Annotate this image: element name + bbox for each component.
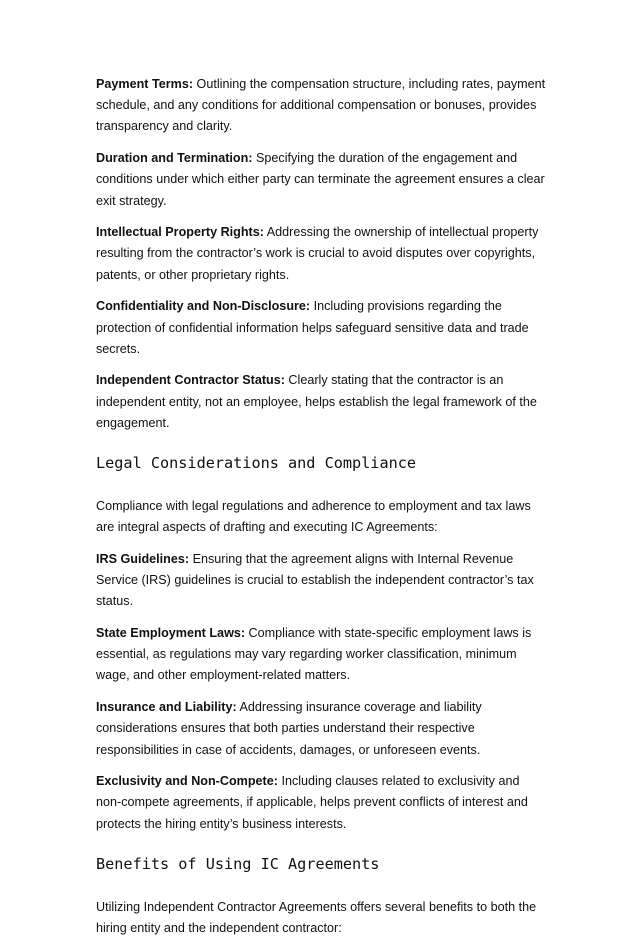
term-label: Payment Terms: xyxy=(96,77,194,91)
paragraph-intellectual-property xyxy=(96,222,546,286)
section1 xyxy=(96,74,546,434)
term-label: Confidentiality and Non-Disclosure: xyxy=(96,299,311,314)
document-page xyxy=(96,74,546,950)
term-text: Outlining the compensation structure, including rates, payment schedule, and any conditions for additional compensation or bonuses, provides transparency and clarity. xyxy=(96,77,546,134)
term-text: Compliance with state-specific employment laws is essential, as regulations may vary regarding worker classification, minimum wage, and other employment-related matters. xyxy=(96,626,532,683)
section3 xyxy=(96,897,546,939)
term-text: Including provisions regarding the protection of confidential information helps safeguard sensitive data and trade secrets. xyxy=(96,299,529,356)
paragraph-contractor-status xyxy=(96,370,546,434)
section-intro: Compliance with legal regulations and adherence to employment and tax laws are integral aspects of drafting and executing IC Agreements: xyxy=(96,499,531,535)
section-intro: Utilizing Independent Contractor Agreements offers several benefits to both the hiring entity and the independent contractor: xyxy=(96,899,537,936)
term-label: Intellectual Property Rights: xyxy=(96,225,264,240)
paragraph-exclusivity-noncompete xyxy=(96,771,546,835)
term-label: Exclusivity and Non-Compete: xyxy=(96,774,278,789)
paragraph-payment-terms xyxy=(96,74,546,138)
term-text: Including clauses related to exclusivity and non-compete agreements, if applicable, helps prevent conflicts of interest and protects the hiring entity’s business interests. xyxy=(96,774,528,831)
section-heading-legal: Legal Considerations and Compliance xyxy=(96,454,417,473)
term-text: Addressing the ownership of intellectual property resulting from the contractor’s work is crucial to avoid disputes over copyrights, patents, or other proprietary rights. xyxy=(96,225,539,282)
term-label: IRS Guidelines: xyxy=(96,551,190,566)
paragraph-state-employment-laws xyxy=(96,623,546,687)
term-label: State Employment Laws: xyxy=(96,626,246,641)
term-text: Addressing insurance coverage and liability considerations ensures that both parties understand their respective responsibilities in case of accidents, damages, or unforeseen events. xyxy=(96,700,482,757)
paragraph-duration-termination xyxy=(96,148,546,212)
section2 xyxy=(96,496,546,835)
term-label: Duration and Termination: xyxy=(96,151,253,166)
term-text: Clearly stating that the contractor is an independent entity, not an employee, helps establish the legal framework of the engagement. xyxy=(96,373,537,430)
term-text: Ensuring that the agreement aligns with Internal Revenue Service (IRS) guidelines is crucial to establish the independent contractor’s tax status. xyxy=(96,551,534,609)
term-label: Independent Contractor Status: xyxy=(96,373,285,388)
paragraph-confidentiality xyxy=(96,296,546,360)
term-label: Insurance and Liability: xyxy=(96,700,237,715)
paragraph-insurance-liability xyxy=(96,697,546,761)
section-heading-benefits: Benefits of Using IC Agreements xyxy=(96,854,380,873)
term-text: Specifying the duration of the engagement and conditions under which either party can terminate the agreement ensures a clear exit strategy. xyxy=(96,151,545,208)
paragraph-irs-guidelines xyxy=(96,549,546,613)
